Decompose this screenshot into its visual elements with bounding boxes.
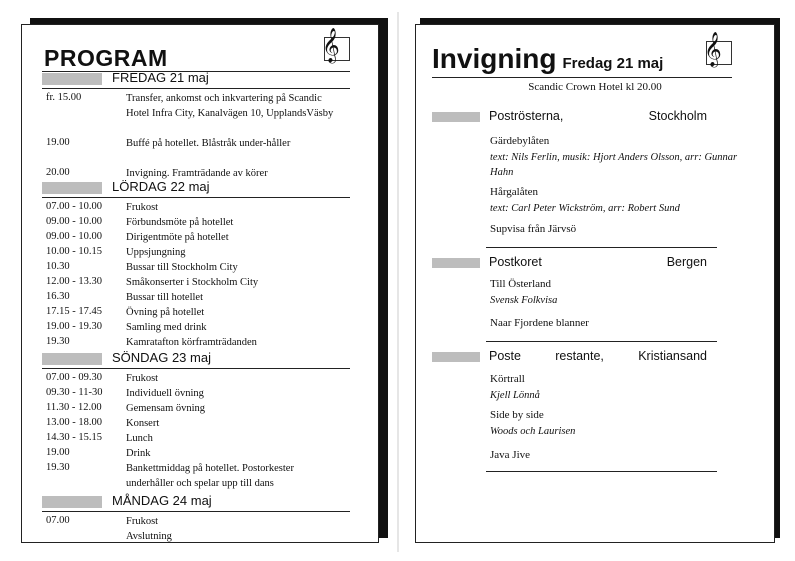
page-title: [432, 43, 663, 75]
schedule-time: 19.30: [46, 462, 70, 473]
schedule-time: 20.00: [46, 167, 70, 178]
page-gutter: [397, 12, 399, 552]
invigning-page: [415, 24, 775, 543]
schedule-activity: Förbundsmöte på hotellet: [126, 217, 234, 228]
song-credit: text: Carl Peter Wickström, arr: Robert Sund: [490, 203, 680, 214]
treble-clef-icon: 𝄞: [704, 32, 722, 67]
section-heading-word: Kristiansand: [638, 349, 707, 363]
schedule-time: 07.00: [46, 515, 70, 526]
schedule-row: [46, 275, 346, 290]
day-label: FREDAG 21 maj: [112, 70, 209, 85]
schedule-time: 09.30 - 11-30: [46, 387, 103, 398]
schedule-activity: Småkonserter i Stockholm City: [126, 277, 259, 288]
schedule-activity: Bankettmiddag på hotellet. Postorkester underhåller och spelar upp till dans: [126, 463, 294, 489]
song-credit: Svensk Folkvisa: [490, 295, 558, 306]
day-header: [42, 71, 342, 87]
song-title: Naar Fjordene blanner: [490, 317, 589, 329]
section-heading-word: Poströsterna,: [489, 109, 564, 123]
schedule-activity: Samling med drink: [126, 322, 207, 333]
schedule-time: 10.30: [46, 261, 70, 272]
schedule-time: 07.00 - 10.00: [46, 201, 102, 212]
schedule-activity: Invigning. Framträdande av körer: [126, 168, 268, 179]
section-heading-word: Postkoret: [489, 255, 542, 269]
schedule-row: [46, 386, 346, 401]
schedule-activity: Gemensam övning: [126, 403, 206, 414]
section-heading: [432, 349, 732, 365]
song-title: Gärdebylåten: [490, 135, 550, 147]
schedule-row: [46, 200, 346, 215]
song-title: Körtrall: [490, 373, 525, 385]
invigning-date: Fredag 21 maj: [562, 55, 664, 72]
venue-text: Scandic Crown Hotel kl 20.00: [528, 81, 662, 93]
schedule-row: [46, 91, 346, 136]
song-credit: text: Nils Ferlin, musik: Hjort Anders Olsson, arr: Gunnar Hahn: [490, 152, 738, 178]
schedule-activity: Frukost: [126, 516, 159, 527]
schedule-activity: Lunch: [126, 433, 153, 444]
schedule-activity: Uppsjungning: [126, 247, 186, 258]
day-header: [42, 494, 342, 510]
schedule-time: 19.00: [46, 137, 70, 148]
section-heading-word: Poste: [489, 349, 521, 363]
page-title: PROGRAM: [44, 45, 168, 71]
section-heading-label: [489, 109, 707, 123]
schedule-activity: Dirigentmöte på hotellet: [126, 232, 229, 243]
schedule-time: 09.00 - 10.00: [46, 216, 102, 227]
day-header-bar: [42, 182, 102, 194]
schedule-activity: Frukost: [126, 202, 159, 213]
schedule-row: [46, 335, 346, 350]
day-rule: [42, 511, 350, 512]
section-heading-label: [489, 349, 707, 363]
song-title: Supvisa från Järvsö: [490, 223, 577, 235]
title-rule: [432, 77, 732, 78]
schedule-activity: Bussar till hotellet: [126, 292, 203, 303]
schedule-activity: Kamratafton körframträdanden: [126, 337, 257, 348]
song-title: Java Jive: [490, 449, 531, 461]
schedule-activity: Drink: [126, 448, 151, 459]
section-heading-label: [489, 255, 707, 269]
schedule-row: [46, 514, 346, 529]
schedule-row: [46, 371, 346, 386]
song-credit: Kjell Lönnå: [490, 390, 540, 401]
day-header-bar: [42, 353, 102, 365]
section-heading-bar: [432, 258, 480, 268]
day-label: SÖNDAG 23 maj: [112, 350, 211, 365]
schedule-time: 10.00 - 10.15: [46, 246, 102, 257]
schedule-row: [46, 416, 346, 431]
day-header-bar: [42, 73, 102, 85]
day-header: [42, 180, 342, 196]
schedule-activity: Frukost: [126, 373, 159, 384]
schedule-activity: Transfer, ankomst och inkvartering på Scandic Hotel Infra City, Kanalvägen 10, UpplandsVäsby: [126, 93, 334, 119]
program-page: [21, 24, 379, 543]
schedule-time: 19.30: [46, 336, 70, 347]
schedule-row: [46, 136, 346, 166]
day-rule: [42, 368, 350, 369]
schedule-row: [46, 401, 346, 416]
schedule-row: [46, 446, 346, 461]
schedule-time: 17.15 - 17.45: [46, 306, 102, 317]
schedule-time: 07.00 - 09.30: [46, 372, 102, 383]
section-heading: [432, 109, 732, 125]
schedule-row: [46, 320, 346, 335]
song-title: Hårgalåten: [490, 186, 539, 198]
section-rule: [486, 247, 717, 248]
schedule-row: [46, 529, 346, 544]
schedule-row: [46, 245, 346, 260]
schedule-row: [46, 230, 346, 245]
song-credit: Woods och Laurisen: [490, 426, 576, 437]
schedule-row: [46, 431, 346, 446]
schedule-row: [46, 215, 346, 230]
song-title: Till Österland: [490, 278, 552, 290]
schedule-activity: Avslutning: [126, 531, 172, 542]
schedule-activity: Bussar till Stockholm City: [126, 262, 238, 273]
section-heading-word: restante,: [555, 349, 604, 363]
schedule-time: 16.30: [46, 291, 70, 302]
section-rule: [486, 471, 717, 472]
section-heading-bar: [432, 112, 480, 122]
schedule-row: [46, 461, 346, 491]
day-label: MÅNDAG 24 maj: [112, 493, 212, 508]
schedule-time: 09.00 - 10.00: [46, 231, 102, 242]
section-heading-bar: [432, 352, 480, 362]
day-label: LÖRDAG 22 maj: [112, 179, 210, 194]
schedule-row: [46, 260, 346, 275]
day-header: [42, 351, 342, 367]
schedule-time: 13.00 - 18.00: [46, 417, 102, 428]
schedule-activity: Konsert: [126, 418, 160, 429]
day-rule: [42, 197, 350, 198]
schedule-time: 19.00: [46, 447, 70, 458]
treble-clef-icon: 𝄞: [322, 28, 340, 63]
schedule-time: 12.00 - 13.30: [46, 276, 102, 287]
section-heading-word: Bergen: [666, 255, 707, 269]
day-header-bar: [42, 496, 102, 508]
section-rule: [486, 341, 717, 342]
schedule-time: 19.00 - 19.30: [46, 321, 102, 332]
section-heading: [432, 255, 732, 271]
invigning-title: Invigning: [432, 43, 557, 74]
schedule-row: [46, 290, 346, 305]
schedule-time: 14.30 - 15.15: [46, 432, 102, 443]
schedule-activity: Övning på hotellet: [126, 307, 205, 318]
schedule-activity: Individuell övning: [126, 388, 204, 399]
schedule-time: 11.30 - 12.00: [46, 402, 102, 413]
song-title: Side by side: [490, 409, 544, 421]
schedule-time: fr. 15.00: [46, 92, 82, 103]
schedule-row: [46, 305, 346, 320]
day-rule: [42, 88, 350, 89]
section-heading-word: Stockholm: [648, 109, 707, 123]
schedule-activity: Buffé på hotellet. Blåstråk under-håller: [126, 138, 291, 149]
